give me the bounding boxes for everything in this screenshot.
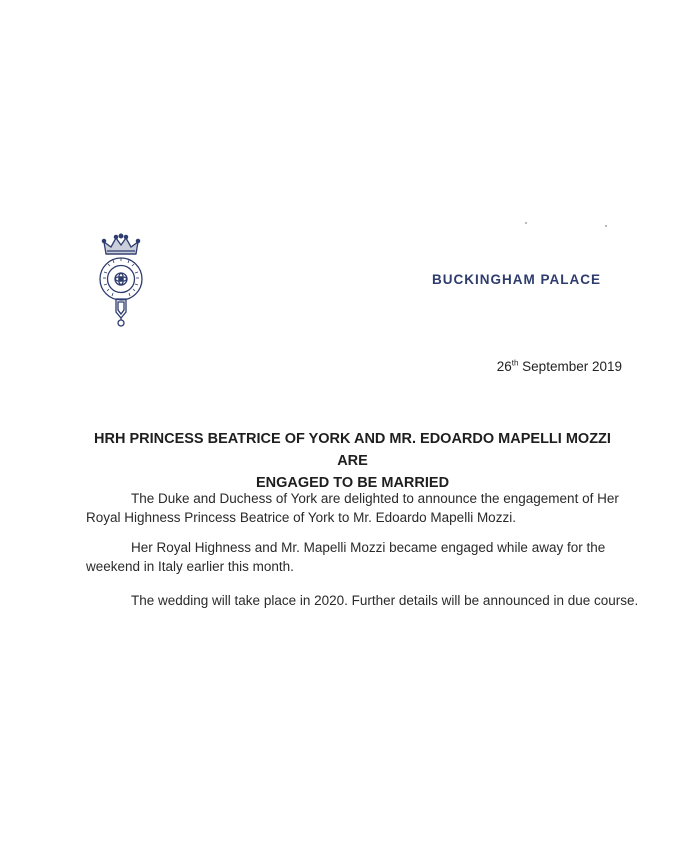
royal-crest-icon — [96, 232, 146, 332]
paragraph-line: weekend in Italy earlier this month. — [86, 559, 294, 574]
paragraph-3 — [86, 591, 646, 610]
announcement-title — [80, 428, 625, 494]
scan-speck — [605, 225, 607, 227]
title-line: HRH PRINCESS BEATRICE OF YORK AND MR. EDOARDO MAPELLI MOZZI ARE — [94, 431, 611, 469]
scan-speck — [525, 222, 527, 224]
date-day: 26 — [496, 359, 512, 374]
paragraph-line: The Duke and Duchess of York are delighted to announce the engagement of Her — [131, 491, 619, 506]
date-suffix: th — [511, 358, 519, 368]
date-rest: September 2019 — [522, 359, 622, 374]
paragraph-line: Her Royal Highness and Mr. Mapelli Mozzi became engaged while away for the — [131, 540, 606, 555]
paragraph-line: Royal Highness Princess Beatrice of York to Mr. Edoardo Mapelli Mozzi. — [86, 510, 516, 525]
title-line: ENGAGED TO BE MARRIED — [255, 475, 450, 491]
letterhead-title: BUCKINGHAM PALACE — [432, 272, 601, 287]
paragraph-line: The wedding will take place in 2020. Further details will be announced in due course. — [131, 593, 639, 608]
paragraph-1 — [86, 489, 646, 527]
letter-date — [497, 359, 622, 374]
paragraph-2 — [86, 538, 646, 576]
